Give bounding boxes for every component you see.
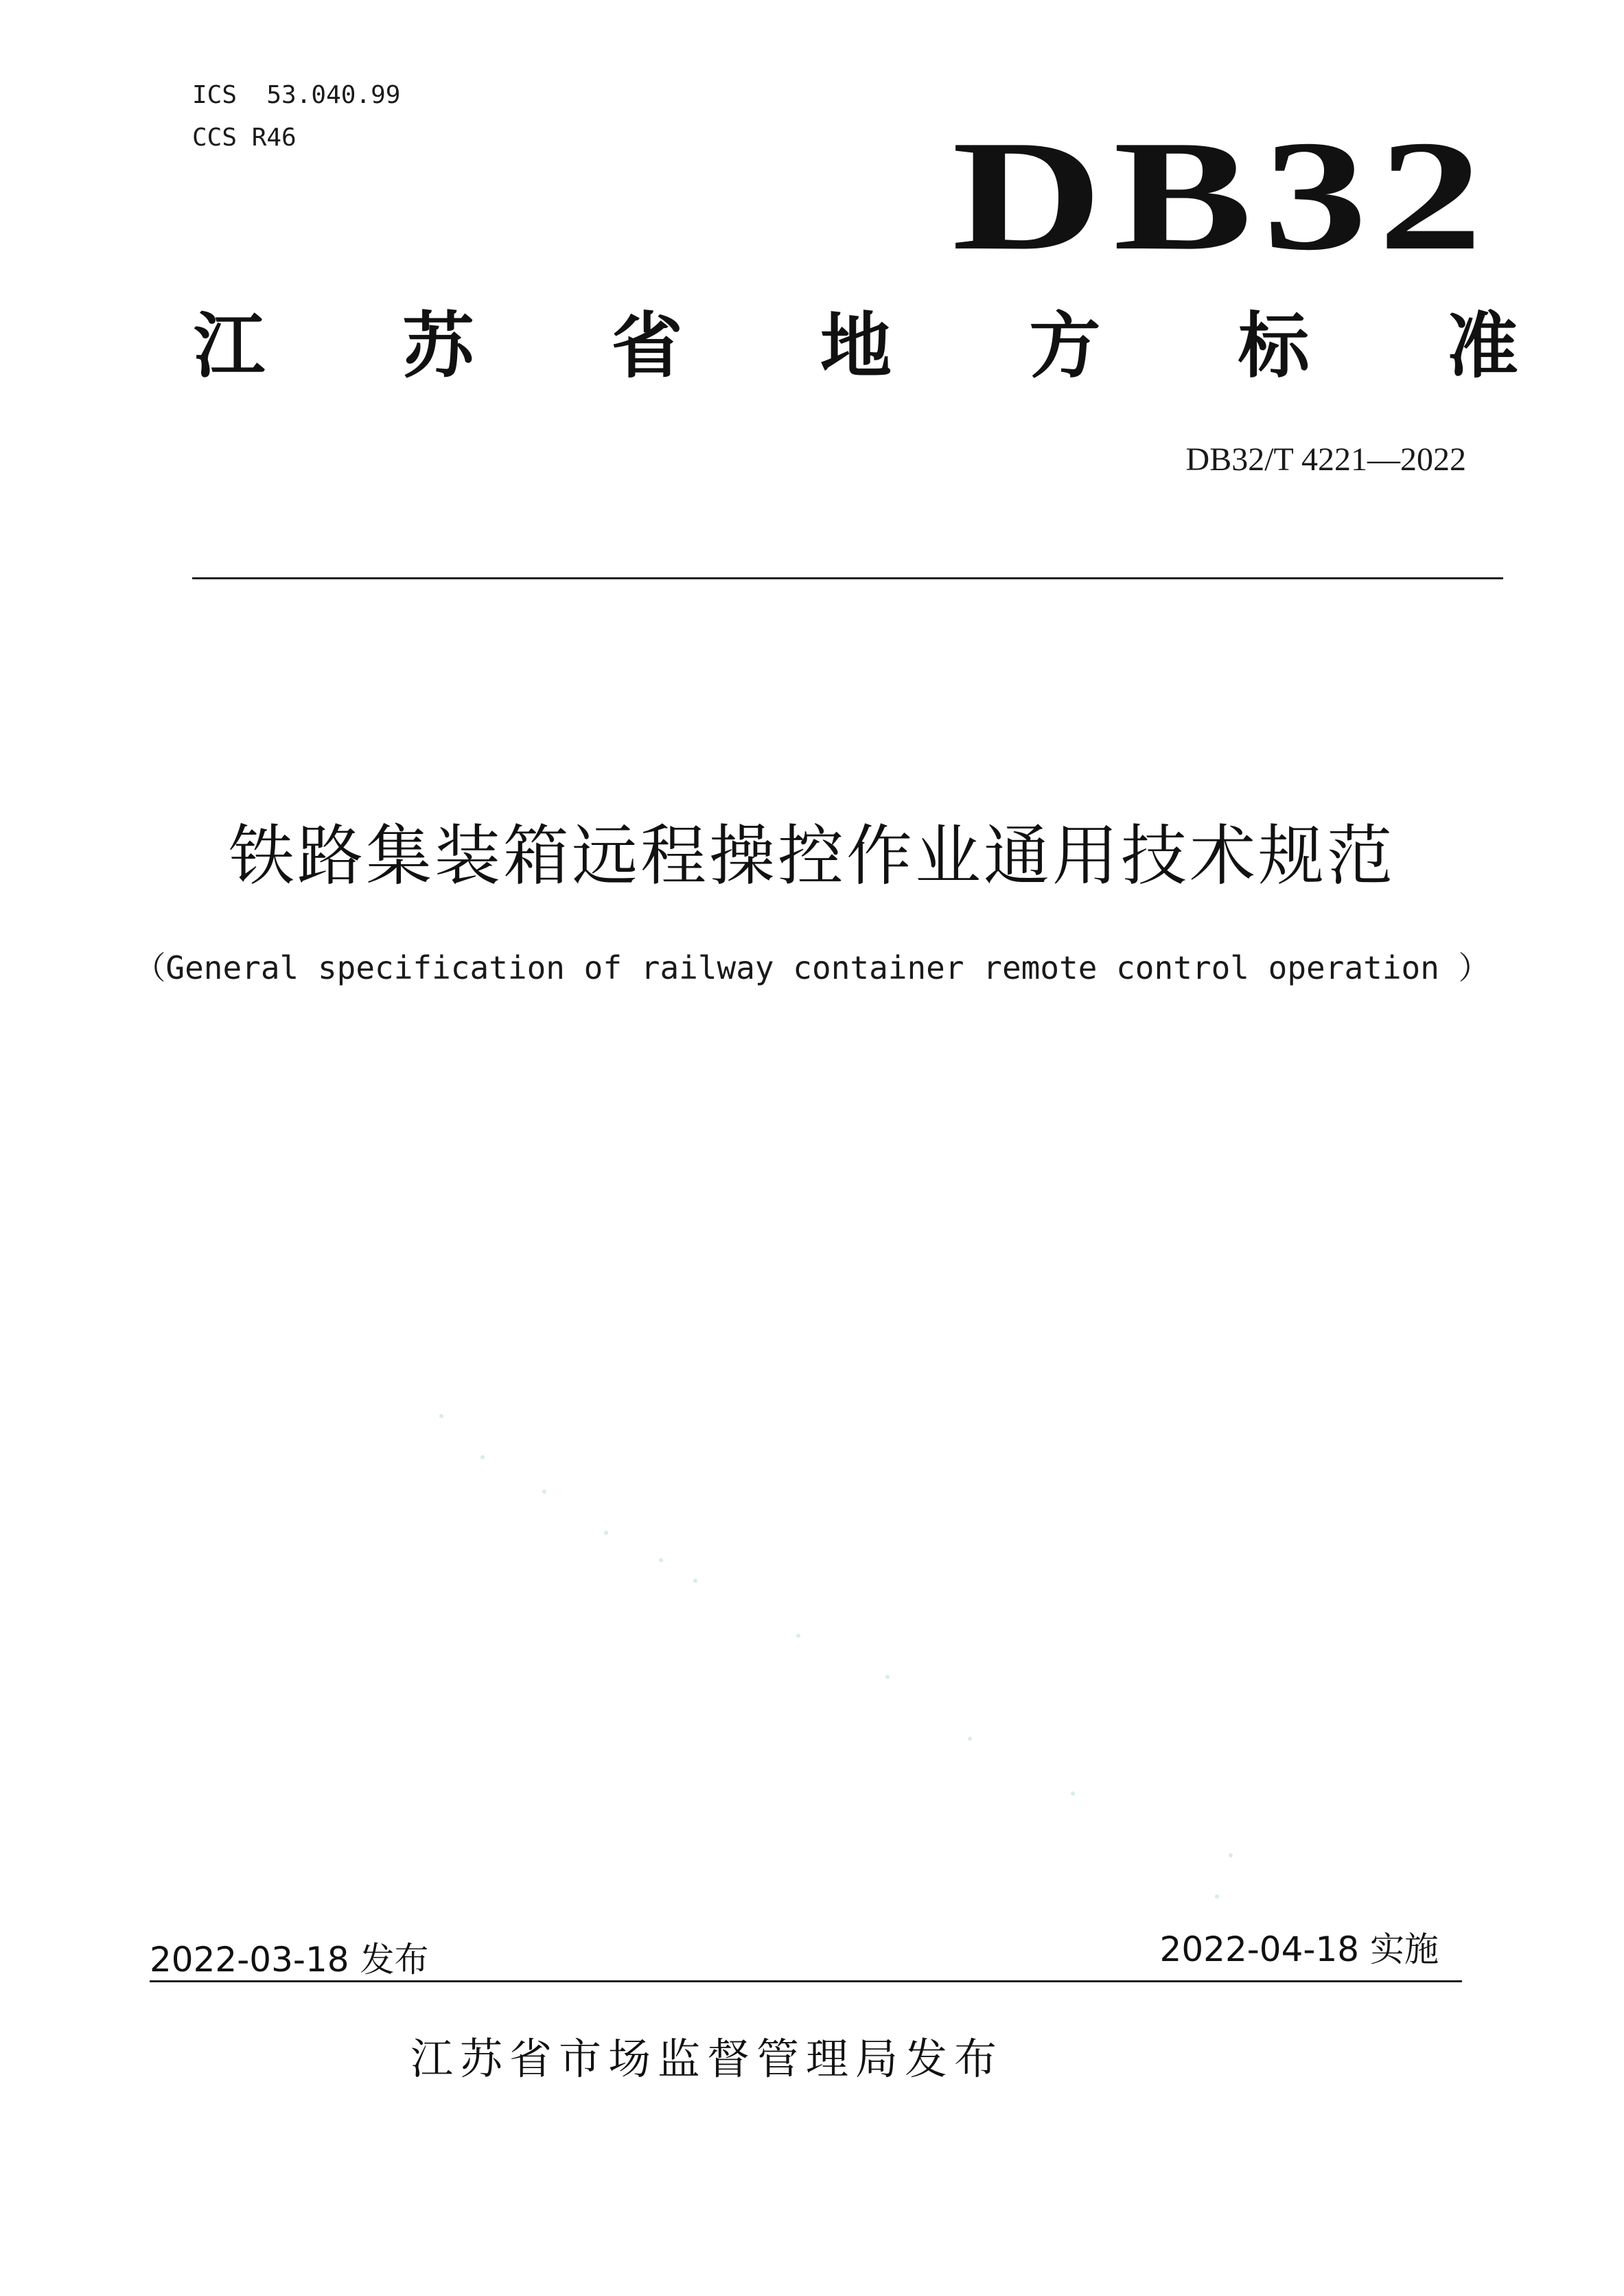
title-english: （General specification of railway container remote control operation ） [134, 949, 1490, 986]
ics-code: ICS 53.040.99 [192, 81, 401, 109]
standard-type-char: 省 [611, 304, 683, 388]
standard-type-char: 方 [1029, 304, 1101, 388]
issuing-authority: 江苏省市场监督管理局发布 [410, 2034, 1004, 2084]
standard-type-char: 准 [1446, 304, 1518, 388]
implementation-date: 2022-04-18 实施 [1159, 1929, 1439, 1969]
standard-type-char: 苏 [402, 304, 474, 388]
standard-number: DB32/T 4221—2022 [1185, 441, 1466, 478]
top-divider [192, 577, 1503, 579]
standard-type-char: 地 [820, 304, 892, 388]
standard-type-char: 标 [1238, 304, 1310, 388]
title-chinese: 铁路集装箱远程操控作业通用技术规范 [229, 817, 1395, 894]
issue-date: 2022-03-18 发布 [150, 1940, 429, 1980]
bottom-divider [150, 1980, 1462, 1982]
ccs-code: CCS R46 [192, 124, 297, 152]
db32-logo: DB32 [952, 108, 1494, 283]
standard-type-heading [194, 304, 1518, 388]
standard-type-char: 江 [194, 304, 266, 388]
